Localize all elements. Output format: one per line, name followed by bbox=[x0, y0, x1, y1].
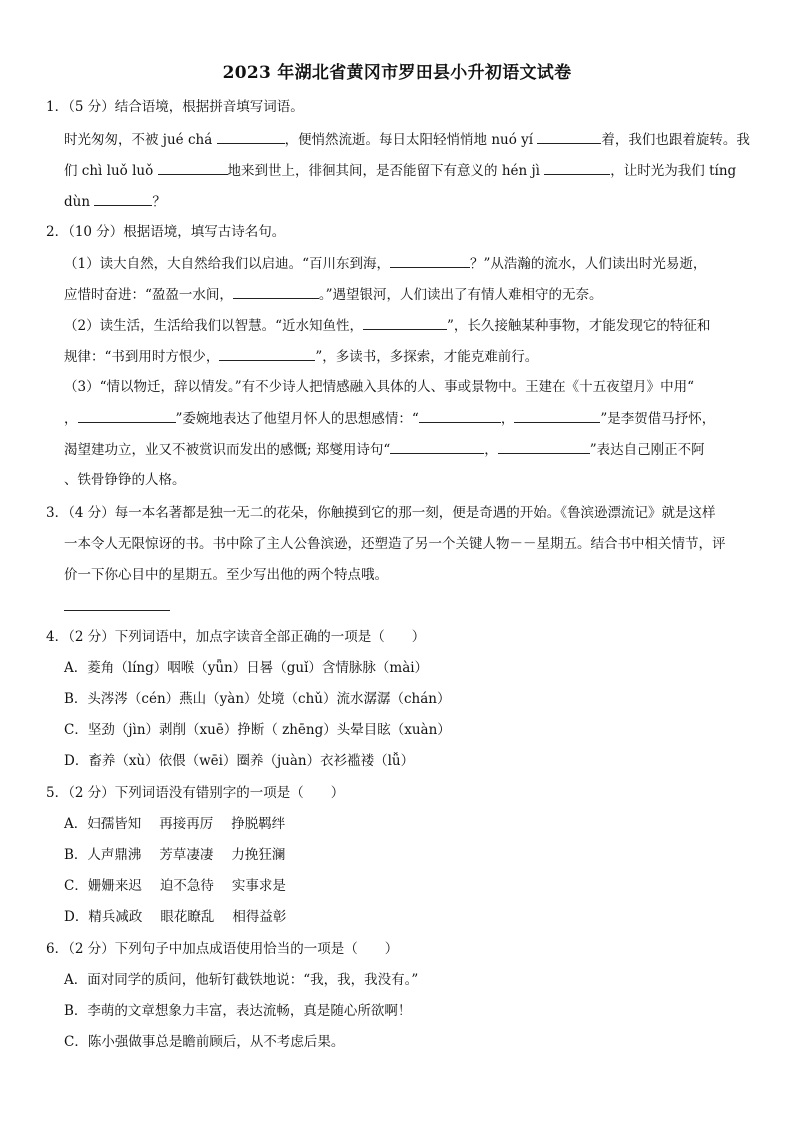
option-word: 迫不急待 bbox=[159, 878, 214, 894]
q4-option-c[interactable]: C．坚劲（jìn）剥削（xuē）挣断（ zhēng）头晕目眩（xuàn） bbox=[64, 722, 451, 738]
answer-blank[interactable] bbox=[78, 408, 176, 423]
q5-option-a[interactable] bbox=[64, 814, 285, 834]
q2-text: ”表达自己刚正不阿 bbox=[589, 442, 705, 458]
q2-p1-line-2 bbox=[64, 284, 603, 305]
q2-heading: 2．（10 分）根据语境，填写古诗名句。 bbox=[46, 224, 286, 240]
q4-option-d[interactable]: D．畜养（xù）依偎（wēi）圈养（juàn）衣衫褴褛（lǚ） bbox=[64, 753, 415, 769]
q1-heading: 1．（5 分）结合语境，根据拼音填写词语。 bbox=[46, 99, 304, 115]
q1-text: 时光匆匆，不被 jué chá bbox=[64, 132, 213, 148]
q3-line-1: 3．（4 分）每一本名著都是独一无二的花朵，你触摸到它的那一刻，便是奇遇的开始。《鲁滨逊漂流记》就是这样 bbox=[46, 505, 716, 521]
q1-text: ？ bbox=[152, 194, 166, 210]
q2-p3-line-2 bbox=[64, 408, 715, 429]
q2-text: ”是李贺借马抒怀， bbox=[600, 411, 716, 427]
q2-text: ， bbox=[484, 442, 498, 458]
q1-text: dùn bbox=[64, 194, 91, 210]
q4-option-b[interactable]: B．头涔涔（cén）燕山（yàn）处境（chǔ）流水潺潺（chán） bbox=[64, 691, 451, 707]
q2-text: ”委婉地表达了他望月怀人的思想感情：“ bbox=[175, 411, 419, 427]
option-word: 相得益彰 bbox=[232, 909, 287, 925]
answer-blank[interactable] bbox=[94, 191, 152, 206]
q3-answer-line bbox=[64, 596, 170, 617]
q4-option-a[interactable]: A．菱角（líng）咽喉（yǖn）日晷（guǐ）含情脉脉（mài） bbox=[64, 660, 429, 676]
option-word: 力挽狂澜 bbox=[231, 847, 286, 863]
option-word: C．姗姗来迟 bbox=[64, 878, 142, 894]
option-word: 挣脱羁绊 bbox=[231, 816, 286, 832]
option-word: 芳草凄凄 bbox=[159, 847, 214, 863]
answer-blank[interactable] bbox=[363, 315, 447, 330]
answer-blank[interactable] bbox=[514, 408, 600, 423]
page-title: 2023 年湖北省黄冈市罗田县小升初语文试卷 bbox=[222, 63, 572, 83]
q6-option-a[interactable]: A．面对同学的质问，他斩钉截铁地说：“我，我，我没有。” bbox=[64, 972, 419, 988]
q6-heading: 6．（2 分）下列句子中加点成语使用恰当的一项是（ ） bbox=[46, 941, 399, 957]
q5-option-c[interactable] bbox=[64, 876, 286, 896]
option-word: 再接再厉 bbox=[159, 816, 214, 832]
q2-text: （1）读大自然，大自然给我们以启迪。“百川东到海， bbox=[64, 256, 390, 272]
q2-text: （2）读生活，生活给我们以智慧。“近水知鱼性， bbox=[64, 318, 363, 334]
q3-line-2: 一本令人无限惊讶的书。书中除了主人公鲁滨逊，还塑造了另一个关键人物－－星期五。结合书中相关情节，评 bbox=[64, 536, 726, 552]
option-word: D．精兵减政 bbox=[64, 909, 143, 925]
q6-option-c[interactable]: C．陈小强做事总是瞻前顾后，从不考虑后果。 bbox=[64, 1034, 345, 1050]
q3-line-3: 价一下你心目中的星期五。至少写出他的两个特点哦。 bbox=[64, 567, 388, 583]
q1-line-3 bbox=[64, 191, 166, 212]
q2-text: 。”遇望银河，人们读出了有情人难相守的无奈。 bbox=[318, 287, 603, 303]
answer-blank[interactable] bbox=[233, 284, 319, 299]
q2-text: 应惜时奋进：“盈盈一水间， bbox=[64, 287, 233, 303]
option-word: A．妇孺皆知 bbox=[64, 816, 142, 832]
q2-p2-line-1 bbox=[64, 315, 710, 336]
q1-text: ，便悄然流逝。每日太阳轻悄悄地 nuó yí bbox=[284, 132, 534, 148]
answer-blank[interactable] bbox=[217, 129, 285, 144]
q4-heading: 4．（2 分）下列词语中，加点字读音全部正确的一项是（ ） bbox=[46, 629, 426, 645]
answer-blank[interactable] bbox=[537, 129, 601, 144]
answer-blank[interactable] bbox=[390, 253, 470, 268]
option-word: 实事求是 bbox=[231, 878, 286, 894]
q5-option-b[interactable] bbox=[64, 845, 285, 865]
q5-heading: 5．（2 分）下列词语没有错别字的一项是（ ） bbox=[46, 785, 345, 801]
answer-blank[interactable] bbox=[544, 160, 610, 175]
answer-blank[interactable] bbox=[219, 346, 315, 361]
q2-p1-line-1 bbox=[64, 253, 706, 274]
q2-text: ？”从浩瀚的流水，人们读出时光易逝， bbox=[470, 256, 707, 272]
q2-text: ”，多读书，多探索，才能克难前行。 bbox=[315, 349, 539, 365]
q1-text: 地来到世上，徘徊其间，是否能留下有意义的 hén jì bbox=[227, 163, 540, 179]
q2-p3-line-4: 、铁骨铮铮的人格。 bbox=[64, 472, 186, 488]
option-word: 眼花瞭乱 bbox=[160, 909, 215, 925]
q2-p3-line-1: （3）“情以物迁，辞以情发。”有不少诗人把情感融入具体的人、事或景物中。王建在《十五夜望月》中用“ bbox=[64, 379, 695, 395]
option-word: B．人声鼎沸 bbox=[64, 847, 142, 863]
q2-text: ， bbox=[64, 411, 78, 427]
answer-blank[interactable] bbox=[498, 439, 590, 454]
answer-blank[interactable] bbox=[158, 160, 228, 175]
q2-p2-line-2 bbox=[64, 346, 538, 367]
q2-text: 规律：“书到用时方恨少， bbox=[64, 349, 220, 365]
q2-text: 渴望建功立，业又不被赏识而发出的感慨; 郑燮用诗句“ bbox=[64, 442, 391, 458]
q5-option-d[interactable] bbox=[64, 907, 286, 927]
answer-blank[interactable] bbox=[419, 408, 501, 423]
q1-text: ，让时光为我们 tíng bbox=[610, 163, 737, 179]
q2-text: ”，长久接触某种事物，才能发现它的特征和 bbox=[447, 318, 711, 334]
answer-blank[interactable] bbox=[64, 596, 170, 611]
q1-line-2 bbox=[64, 160, 736, 181]
q2-text: ， bbox=[500, 411, 515, 427]
q1-text: 着，我们也跟着旋转。我 bbox=[601, 132, 750, 148]
q2-p3-line-3 bbox=[64, 439, 705, 460]
answer-blank[interactable] bbox=[390, 439, 484, 454]
q1-line-1 bbox=[64, 129, 750, 150]
q6-option-b[interactable]: B．李萌的文章想象力丰富，表达流畅，真是随心所欲啊！ bbox=[64, 1003, 412, 1019]
q1-text: 们 chì luǒ luǒ bbox=[64, 163, 154, 179]
